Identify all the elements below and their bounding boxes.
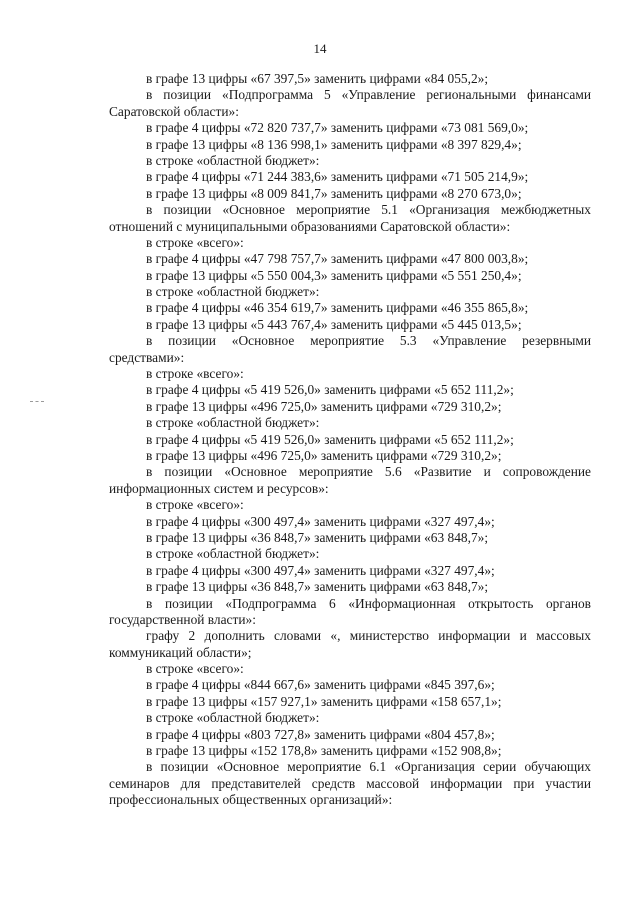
text-line: в графе 13 цифры «496 725,0» заменить цифрами «729 310,2»; xyxy=(146,398,502,414)
text-line: в графе 13 цифры «36 848,7» заменить цифрами «63 848,7»; xyxy=(146,579,489,595)
text-line: в графе 4 цифры «46 354 619,7» заменить цифрами «46 355 865,8»; xyxy=(146,300,529,316)
text-line: в позиции «Основное мероприятие 6.1 «Организация серии обучающих xyxy=(146,759,591,775)
text-line: отношений с муниципальными образованиями Саратовской области»: xyxy=(109,218,511,234)
text-line: в графе 4 цифры «300 497,4» заменить цифрами «327 497,4»; xyxy=(146,513,495,529)
text-line: в позиции «Подпрограмма 5 «Управление региональными финансами xyxy=(146,87,591,103)
document-body xyxy=(109,71,591,809)
text-line: семинаров для представителей средств массовой информации при участии xyxy=(109,775,591,791)
text-line: в графе 4 цифры «5 419 526,0» заменить цифрами «5 652 111,2»; xyxy=(146,382,514,398)
text-line: в графе 13 цифры «5 443 767,4» заменить цифрами «5 445 013,5»; xyxy=(146,316,522,332)
text-line: в графе 13 цифры «8 009 841,7» заменить цифрами «8 270 673,0»; xyxy=(146,185,522,201)
text-line: в строке «всего»: xyxy=(146,366,244,382)
scan-mark xyxy=(30,401,44,402)
text-line: в графе 13 цифры «36 848,7» заменить цифрами «63 848,7»; xyxy=(146,529,489,545)
text-line: в графе 13 цифры «5 550 004,3» заменить цифрами «5 551 250,4»; xyxy=(146,267,522,283)
text-line: в графе 4 цифры «300 497,4» заменить цифрами «327 497,4»; xyxy=(146,562,495,578)
text-line: в строке «областной бюджет»: xyxy=(146,710,320,726)
text-line: в графе 13 цифры «67 397,5» заменить цифрами «84 055,2»; xyxy=(146,71,489,86)
text-line: средствами»: xyxy=(109,349,185,365)
text-line: в графе 13 цифры «8 136 998,1» заменить цифрами «8 397 829,4»; xyxy=(146,136,522,152)
text-line: в графе 13 цифры «152 178,8» заменить цифрами «152 908,8»; xyxy=(146,743,502,759)
text-line: в графе 4 цифры «72 820 737,7» заменить цифрами «73 081 569,0»; xyxy=(146,120,529,136)
text-line: в графе 4 цифры «5 419 526,0» заменить цифрами «5 652 111,2»; xyxy=(146,431,514,447)
text-line: в строке «всего»: xyxy=(146,234,244,250)
text-line: Саратовской области»: xyxy=(109,103,239,119)
text-line: коммуникаций области»; xyxy=(109,644,252,660)
text-line: информационных систем и ресурсов»: xyxy=(109,480,329,496)
text-line: профессиональных общественных организаций»: xyxy=(109,792,393,808)
text-line: в позиции «Основное мероприятие 5.3 «Управление резервными xyxy=(146,333,591,349)
text-line: в строке «областной бюджет»: xyxy=(146,415,320,431)
text-line: в строке «всего»: xyxy=(146,661,244,677)
text-line: графу 2 дополнить словами «, министерство информации и массовых xyxy=(146,628,591,644)
text-line: государственной власти»: xyxy=(109,611,256,627)
text-line: в графе 4 цифры «71 244 383,6» заменить цифрами «71 505 214,9»; xyxy=(146,169,529,185)
text-line: в строке «областной бюджет»: xyxy=(146,284,320,300)
text-line: в графе 4 цифры «844 667,6» заменить цифрами «845 397,6»; xyxy=(146,677,495,693)
text-line: в графе 4 цифры «47 798 757,7» заменить цифрами «47 800 003,8»; xyxy=(146,251,529,267)
text-line: в строке «областной бюджет»: xyxy=(146,152,320,168)
text-line: в графе 13 цифры «496 725,0» заменить цифрами «729 310,2»; xyxy=(146,447,502,463)
text-line: в строке «всего»: xyxy=(146,497,244,513)
text-line: в строке «областной бюджет»: xyxy=(146,546,320,562)
text-line: в графе 4 цифры «803 727,8» заменить цифрами «804 457,8»; xyxy=(146,726,495,742)
text-line: в позиции «Основное мероприятие 5.1 «Организация межбюджетных xyxy=(146,202,591,218)
text-line: в графе 13 цифры «157 927,1» заменить цифрами «158 657,1»; xyxy=(146,693,502,709)
text-line: в позиции «Подпрограмма 6 «Информационная открытость органов xyxy=(146,595,591,611)
page-number: 14 xyxy=(313,41,327,56)
text-line: в позиции «Основное мероприятие 5.6 «Развитие и сопровождение xyxy=(146,464,591,480)
